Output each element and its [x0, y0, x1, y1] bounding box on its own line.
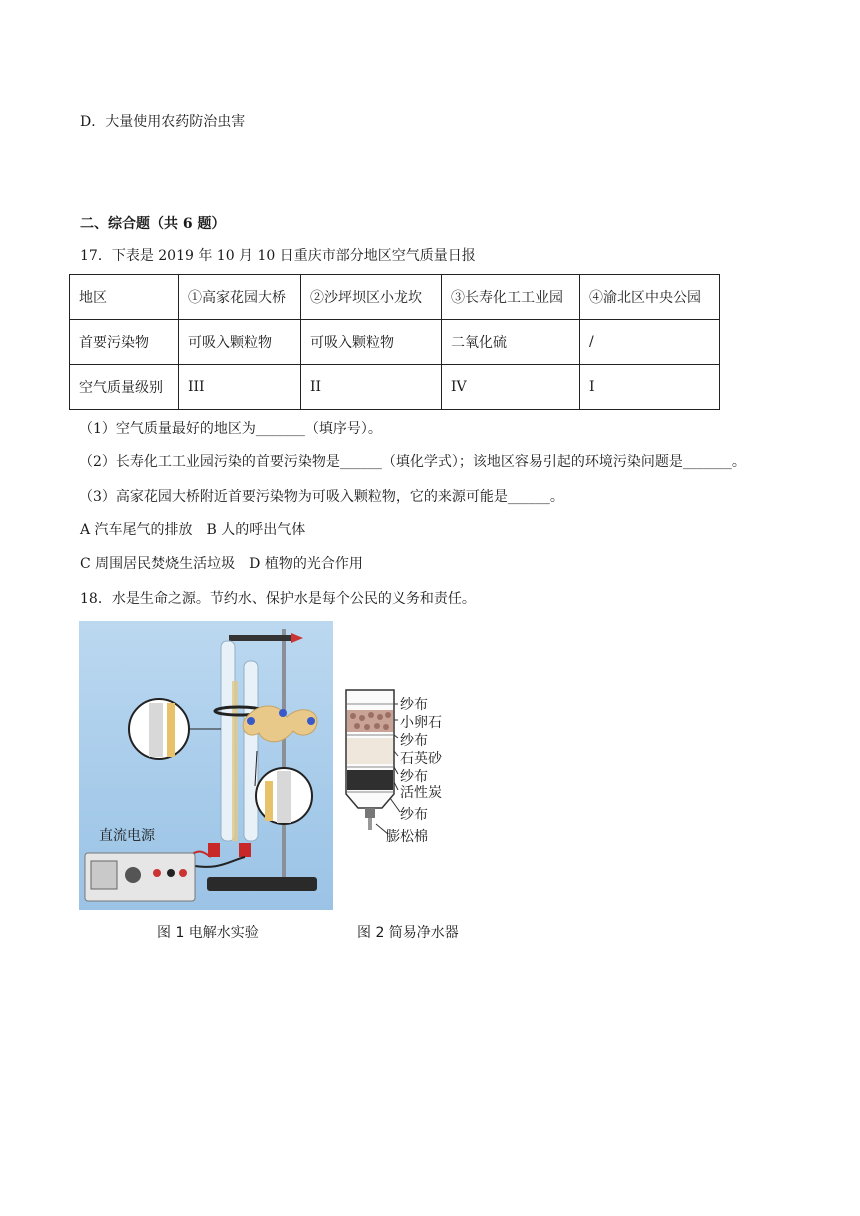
q17-choices-cd: C 周围居民焚烧生活垃圾 D 植物的光合作用: [80, 556, 363, 572]
table-cell: 二氧化硫: [442, 320, 580, 365]
table-cell: ②沙坪坝区小龙坎: [301, 275, 442, 320]
power-supply-label: 直流电源: [99, 828, 155, 844]
purifier-layer-label: 纱布: [400, 733, 428, 749]
electrolysis-apparatus-drawing: [79, 621, 333, 910]
table-cell: 空气质量级别: [70, 365, 179, 410]
table-cell: ①高家花园大桥: [179, 275, 301, 320]
q17-choices-ab: A 汽车尾气的排放 B 人的呼出气体: [80, 522, 306, 538]
table-cell: II: [301, 365, 442, 410]
electrolysis-figure: [79, 621, 333, 910]
purifier-layer-label: 膨松棉: [386, 829, 428, 845]
table-row: [70, 365, 720, 410]
table-cell: 可吸入颗粒物: [179, 320, 301, 365]
section-title: 二、综合题（共 6 题）: [80, 216, 226, 232]
purifier-layer-label: 小卵石: [400, 715, 442, 731]
table-cell: III: [179, 365, 301, 410]
table-row: [70, 275, 720, 320]
table-cell: /: [580, 320, 720, 365]
table-cell: I: [580, 365, 720, 410]
q17-sub1: （1）空气质量最好的地区为_______（填序号）。: [79, 421, 382, 437]
air-quality-table: [69, 274, 720, 410]
purifier-layer-label: 纱布: [400, 807, 428, 823]
table-row: [70, 320, 720, 365]
water-purifier-figure: [340, 686, 480, 846]
table-cell: 首要污染物: [70, 320, 179, 365]
fig1-caption: 图 1 电解水实验: [157, 925, 259, 941]
purifier-layer-label: 纱布: [400, 769, 428, 785]
q17-stem: 17．下表是 2019 年 10 月 10 日重庆市部分地区空气质量日报: [80, 248, 476, 264]
purifier-layer-label: 纱布: [400, 697, 428, 713]
purifier-layer-label: 石英砂: [400, 751, 442, 767]
option-d: D．大量使用农药防治虫害: [80, 114, 246, 130]
table-cell: ④渝北区中央公园: [580, 275, 720, 320]
table-cell: 地区: [70, 275, 179, 320]
table-cell: IV: [442, 365, 580, 410]
q18-stem: 18．水是生命之源。节约水、保护水是每个公民的义务和责任。: [80, 591, 476, 607]
purifier-layer-label: 活性炭: [400, 785, 442, 801]
fig2-caption: 图 2 简易净水器: [357, 925, 459, 941]
q17-sub3: （3）高家花园大桥附近首要污染物为可吸入颗粒物，它的来源可能是______。: [79, 489, 564, 505]
table-cell: 可吸入颗粒物: [301, 320, 442, 365]
q17-sub2: （2）长寿化工工业园污染的首要污染物是______（填化学式）；该地区容易引起的环境污染问题是_______。: [79, 454, 746, 470]
table-cell: ③长寿化工工业园: [442, 275, 580, 320]
